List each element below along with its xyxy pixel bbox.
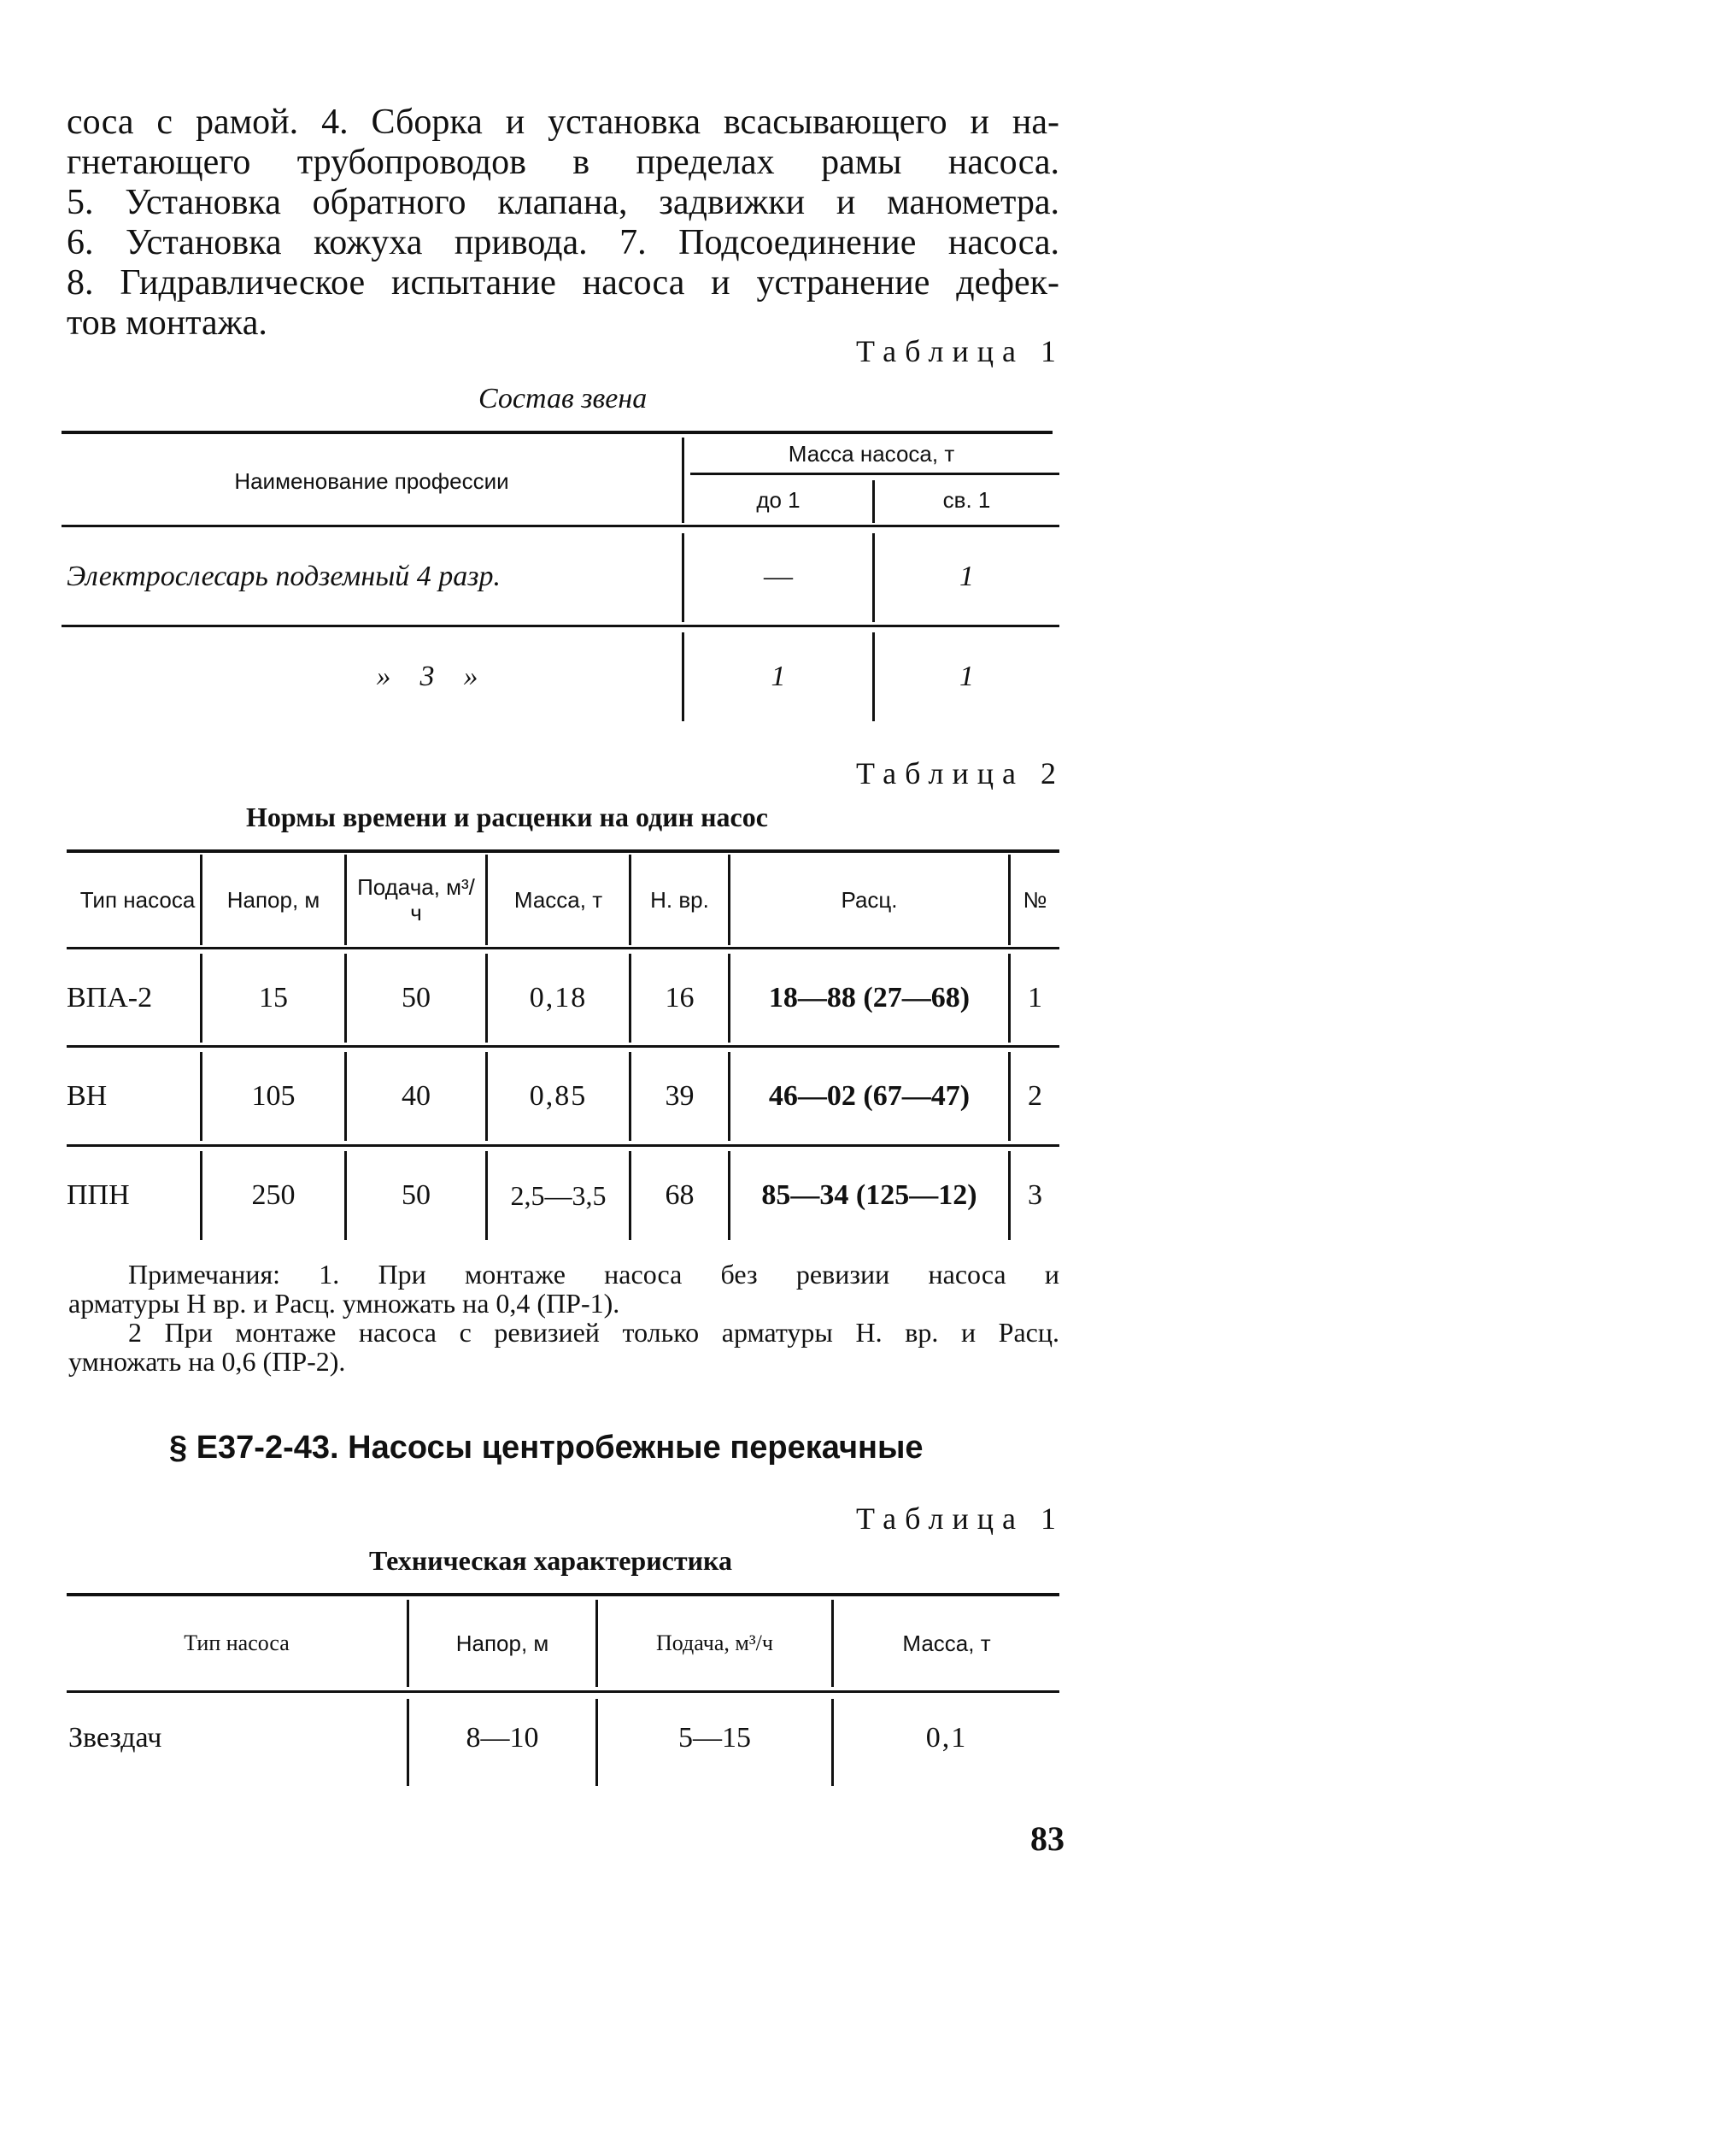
table1-header-profession: Наименование профессии xyxy=(234,467,509,494)
table2-header-rate: Расц. xyxy=(841,886,898,913)
table1-row2-name: » 3 » xyxy=(376,660,478,692)
table1-label: Таблица 1 xyxy=(856,334,1064,368)
table2-row3-flow: 50 xyxy=(402,1179,431,1211)
paragraph-line: 8. Гидравлическое испытание насоса и устранение дефек- xyxy=(67,263,1059,303)
table2-row2-time: 39 xyxy=(665,1080,695,1112)
paragraph-line: 6. Установка кожуха привода. 7. Подсоединение насоса. xyxy=(67,223,1059,262)
paragraph-line: тов монтажа. xyxy=(67,303,267,343)
table1-title: Состав звена xyxy=(478,383,648,414)
table1-row2-over1: 1 xyxy=(959,660,974,692)
table2-header-mass: Масса, т xyxy=(513,886,603,913)
table2-row3-type: ППН xyxy=(67,1179,130,1211)
table2-row1-flow: 50 xyxy=(402,981,431,1014)
section-heading: § Е37-2-43. Насосы центробежные перекачные xyxy=(169,1430,924,1466)
table2-header-head: Напор, м xyxy=(226,886,320,913)
table2-header-flow: Подача, м³/ч xyxy=(357,874,475,925)
paragraph-line: гнетающего трубопроводов в пределах рамы насоса. xyxy=(67,143,1059,182)
table2-row3-num: 3 xyxy=(1028,1179,1042,1211)
paragraph-line: 5. Установка обратного клапана, задвижки и манометра. xyxy=(67,183,1059,222)
table1-header-mass: Масса насоса, т xyxy=(788,440,955,467)
table2-row1-rate: 18—88 (27—68) xyxy=(768,981,971,1014)
table1-row1-over1: 1 xyxy=(959,560,974,592)
table2-header-time: Н. вр. xyxy=(650,886,709,913)
table2-row2-rate: 46—02 (67—47) xyxy=(768,1080,971,1112)
table3-header-flow: Подача, м³/ч xyxy=(656,1631,773,1655)
table3-title: Техническая характеристика xyxy=(369,1545,732,1576)
table3-label: Таблица 1 xyxy=(856,1501,1064,1536)
table2-row2-mass: 0,85 xyxy=(529,1080,588,1112)
table2-notes xyxy=(68,1260,1059,1376)
table2-row1-time: 16 xyxy=(665,981,695,1014)
intro-paragraph xyxy=(67,103,1059,344)
table3-row1-head: 8—10 xyxy=(466,1722,539,1754)
note-line: Примечания: 1. При монтаже насоса без ревизии насоса и xyxy=(128,1259,1059,1290)
table2-row2-num: 2 xyxy=(1028,1080,1042,1112)
table3-header-mass: Масса, т xyxy=(902,1630,991,1656)
table2-row2-head: 105 xyxy=(251,1080,296,1112)
table2-row1-mass: 0,18 xyxy=(529,981,588,1014)
note-line: арматуры Н вр. и Расц. умножать на 0,4 (ПР-1). xyxy=(68,1288,620,1319)
table2-header-type: Тип насоса xyxy=(79,887,196,913)
table2-row1-type: ВПА-2 xyxy=(67,981,153,1014)
table2-row3-mass: 2,5—3,5 xyxy=(510,1179,607,1211)
table1-row1-name: Электрослесарь подземный 4 разр. xyxy=(67,560,501,592)
table1-row1-upto1: — xyxy=(764,560,793,592)
table2-row3-head: 250 xyxy=(251,1179,296,1211)
table2-row1-head: 15 xyxy=(259,981,288,1014)
table2-row3-time: 68 xyxy=(665,1179,695,1211)
table3-row1-flow: 5—15 xyxy=(678,1722,751,1754)
table2-row1-num: 1 xyxy=(1028,981,1042,1014)
table1-header-upto1: до 1 xyxy=(756,487,801,513)
table3-header-type: Тип насоса xyxy=(184,1631,290,1655)
table2-row2-flow: 40 xyxy=(402,1080,431,1112)
table3-row1-mass: 0,1 xyxy=(925,1722,968,1754)
note-line: умножать на 0,6 (ПР-2). xyxy=(68,1346,346,1377)
table3-row1-type: Звездач xyxy=(68,1722,162,1754)
paragraph-line: соса с рамой. 4. Сборка и установка всасывающего и на- xyxy=(67,103,1059,142)
table2-label: Таблица 2 xyxy=(856,756,1064,790)
table2-title: Нормы времени и расценки на один насос xyxy=(246,802,768,832)
page-number: 83 xyxy=(1030,1819,1064,1858)
table2-row3-rate: 85—34 (125—12) xyxy=(761,1179,977,1211)
table2-row2-type: ВН xyxy=(67,1080,108,1112)
table1-row2-upto1: 1 xyxy=(771,660,786,692)
table1-header-over1: св. 1 xyxy=(942,487,991,513)
table3-header-head: Напор, м xyxy=(455,1630,549,1656)
table2-header-num: № xyxy=(1023,886,1047,913)
note-line: 2 При монтаже насоса с ревизией только арматуры Н. вр. и Расц. xyxy=(128,1317,1059,1348)
